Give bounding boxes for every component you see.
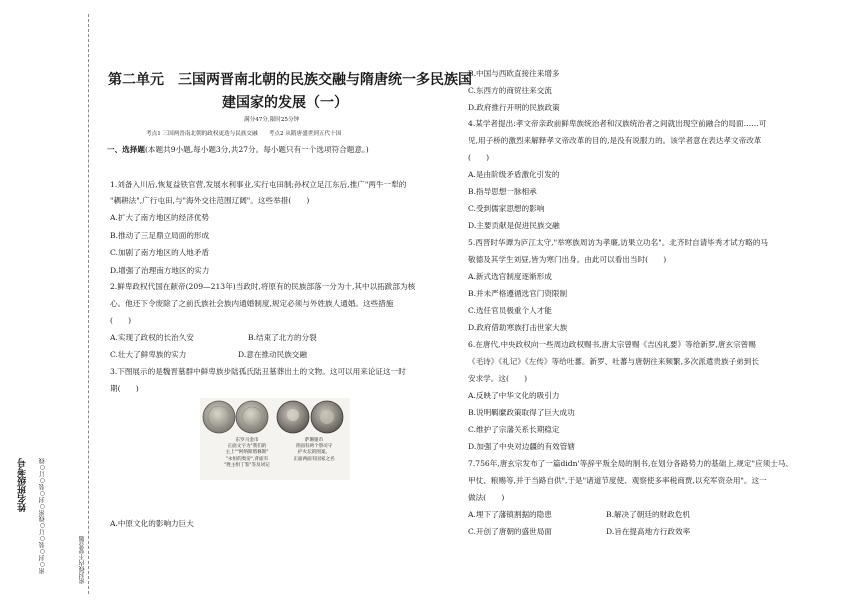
q4-option-b: B.指导思想一脉相承: [468, 187, 537, 196]
section-heading: 一、选择题: [107, 145, 145, 154]
q7-option-a: A.埋下了藩镇割据的隐患: [468, 510, 552, 519]
q4-option-c: C.受到儒家思想的影响: [468, 204, 545, 213]
roman-coin-caption-line: "胜主组丁鉴"等及词记: [224, 462, 270, 468]
page-title-line2: 建国家的发展（一）: [222, 95, 348, 111]
q2-option-c: C.壮大了鲜卑族的实力: [110, 350, 187, 359]
sasanian-coin-caption-line: 正面两面有国家之名: [293, 456, 335, 462]
q7-stem-line3: 做法( ): [468, 493, 505, 502]
q6-stem-line1: 6.在唐代,中央政权向一些周边政权赐书,唐太宗曾赐《吉凶礼要》等给新罗,唐玄宗曾赐: [468, 340, 756, 349]
q3-option-b: B.中国与西欧直接往来增多: [468, 69, 560, 78]
sasanian-silver-coin-back: [311, 401, 343, 433]
roman-coin-caption-line: "永恒的奥帝",背面有: [225, 456, 269, 462]
section-header: [107, 145, 369, 155]
student-info-label: 姓名班级考号: [18, 458, 28, 512]
coin-figure: [200, 398, 350, 480]
q3-option-c: C.东西方的商贸往来交流: [468, 86, 552, 95]
q3-stem-line2: 期( ): [110, 384, 139, 393]
q7-stem-line2: 甲仗、粮赐等,并于当路自供",于是"诸道节度使、观察使多率税商贾,以充军资杂用"。这一: [468, 476, 767, 485]
q6-option-b: B.说明羁縻政策取得了巨大成功: [468, 408, 575, 417]
q6-option-c: C.维护了宗藩关系长期稳定: [468, 425, 560, 434]
q1-option-b: B.推动了三足鼎立局面的形成: [110, 231, 210, 240]
roman-coin-caption-line: 正面文字为"我们的: [227, 444, 267, 450]
q6-stem-line3: 安求学。这( ): [468, 374, 528, 383]
q7-option-c: C.开创了唐朝的盛世局面: [468, 527, 552, 536]
q2-stem-line1: 2.鲜卑政权代国在献帝(209—213年)当政时,将原有的民族部落一分为十,其中以拓跋部为核: [110, 282, 416, 291]
binding-dashed-line: [88, 14, 89, 594]
binding-note: 密封线内不要答题: [79, 536, 86, 584]
q3-option-a: A.中原文化的影响力巨大: [110, 519, 194, 528]
q4-stem-line2: 见,用子桥的激烈来解释孝文帝改革的目的,是没有说服力的。该学者意在表达孝文帝改革: [468, 136, 762, 145]
roman-gold-coin-front: [203, 401, 235, 433]
score-info: 满分47分,限时25分钟: [244, 117, 300, 123]
q6-option-a: A.反映了中华文化的吸引力: [468, 391, 560, 400]
sasanian-coin-caption-line: 护火坛的图案。: [297, 450, 331, 456]
q7-stem-line1: 7.756年,唐玄宗发布了一篇didn'等辞平叛全局的制书,在划分各路势力的基础上,规定"应须士马、: [468, 459, 793, 468]
roman-coin-caption-line: 主上""阿纳斯塔修斯": [225, 450, 269, 456]
q7-option-b: B.解决了朝廷的财政危机: [606, 510, 690, 519]
q1-option-a: A.扩大了南方地区的经济优势: [110, 213, 210, 222]
q2-stem-line3: ( ): [110, 316, 132, 325]
q3-option-d: D.政府推行开明的民族政策: [468, 103, 560, 112]
q3-stem-line1: 3.下图展示的是魏晋墓群中鲜卑族步陆孤氏陆丑墓葬出土的文物。这可以用来论证这一时: [110, 367, 406, 376]
roman-gold-coin-back: [236, 401, 268, 433]
q1-option-d: D.增强了治理南方地区的实力: [110, 266, 210, 275]
q2-option-d: D.意在推动民族交融: [238, 350, 307, 359]
q5-option-b: B.并未严格遵循选官门资限制: [468, 289, 568, 298]
roman-coin-caption: [222, 438, 272, 469]
q2-option-b: B.结束了北方的分裂: [248, 333, 317, 342]
page-title-line1: 第二单元 三国两晋南北朝的民族交融与隋唐统一多民族国: [108, 72, 472, 88]
q4-stem-line1: 4.某学者提出:孝文帝亲政前鲜卑族统治者和汉族统治者之间就出现空前融合的局面……可: [468, 119, 767, 128]
q6-option-d: D.加强了中央对边疆的有效管辖: [468, 442, 575, 451]
q1-stem-line2: "耦耕法",广行屯田,与"海外交往范围辽阔"。这些举措( ): [110, 196, 310, 205]
q4-option-a: A.是由阶级矛盾激化引发的: [468, 170, 560, 179]
q4-stem-line3: ( ): [468, 153, 490, 162]
q6-stem-line2: 《毛诗》《礼记》《左传》等给吐蕃。新罗、吐蕃与唐朝往来频繁,多次派遣贵族子弟到长: [468, 357, 759, 366]
q5-option-d: D.政府借助寒族打击世家大族: [468, 323, 568, 332]
sasanian-coin-caption: [286, 438, 342, 463]
topic-list: 考点1 三国两晋南北朝的政权更迭与民族交融 考点2 从隋唐盛世到五代十国: [146, 131, 342, 137]
seal-marks: 密○封○装○订○线密○封○装○订○线: [39, 458, 46, 574]
q5-stem-line1: 5.西晋时华谭为庐江太守,"举寒族周访为孝廉,访果立功名"。北齐时自请毕秀才试方略的马: [468, 238, 769, 247]
roman-coin-caption-title: 东罗马金币: [235, 438, 259, 443]
sasanian-coin-caption-title: 萨珊银币: [304, 438, 324, 443]
q7-option-d: D.旨在提高地方行政效率: [606, 527, 691, 536]
q4-option-d: D.主要贡献是促进民族交融: [468, 221, 560, 230]
section-instructions: (本题共9小题,每小题3分,共27分。每小题只有一个选项符合题意。): [144, 145, 369, 154]
q5-stem-line2: 敬德及其学生刘昼,皆为寒门出身。由此可以看出当时( ): [468, 255, 667, 264]
q1-option-c: C.加剧了南方地区的人地矛盾: [110, 248, 210, 257]
q5-option-a: A.新式选官制度逐渐形成: [468, 272, 552, 281]
q2-stem-line2: 心。他还下令废除了之前氏族社会族内通婚制度,规定必须与外姓族人通婚。这些措施: [110, 299, 394, 308]
q5-option-c: C.选任官员极重个人才能: [468, 306, 552, 315]
q1-stem-line1: 1.刘备入川后,恢复益铁官营,发展水利事业,实行屯田制;孙权立足江东后,推广"两牛一犁的: [110, 180, 407, 189]
sasanian-coin-caption-line: 背面有两个祭司守: [295, 444, 333, 450]
q2-option-a: A.实现了政权的长治久安: [110, 333, 194, 342]
sasanian-silver-coin-front: [277, 401, 309, 433]
